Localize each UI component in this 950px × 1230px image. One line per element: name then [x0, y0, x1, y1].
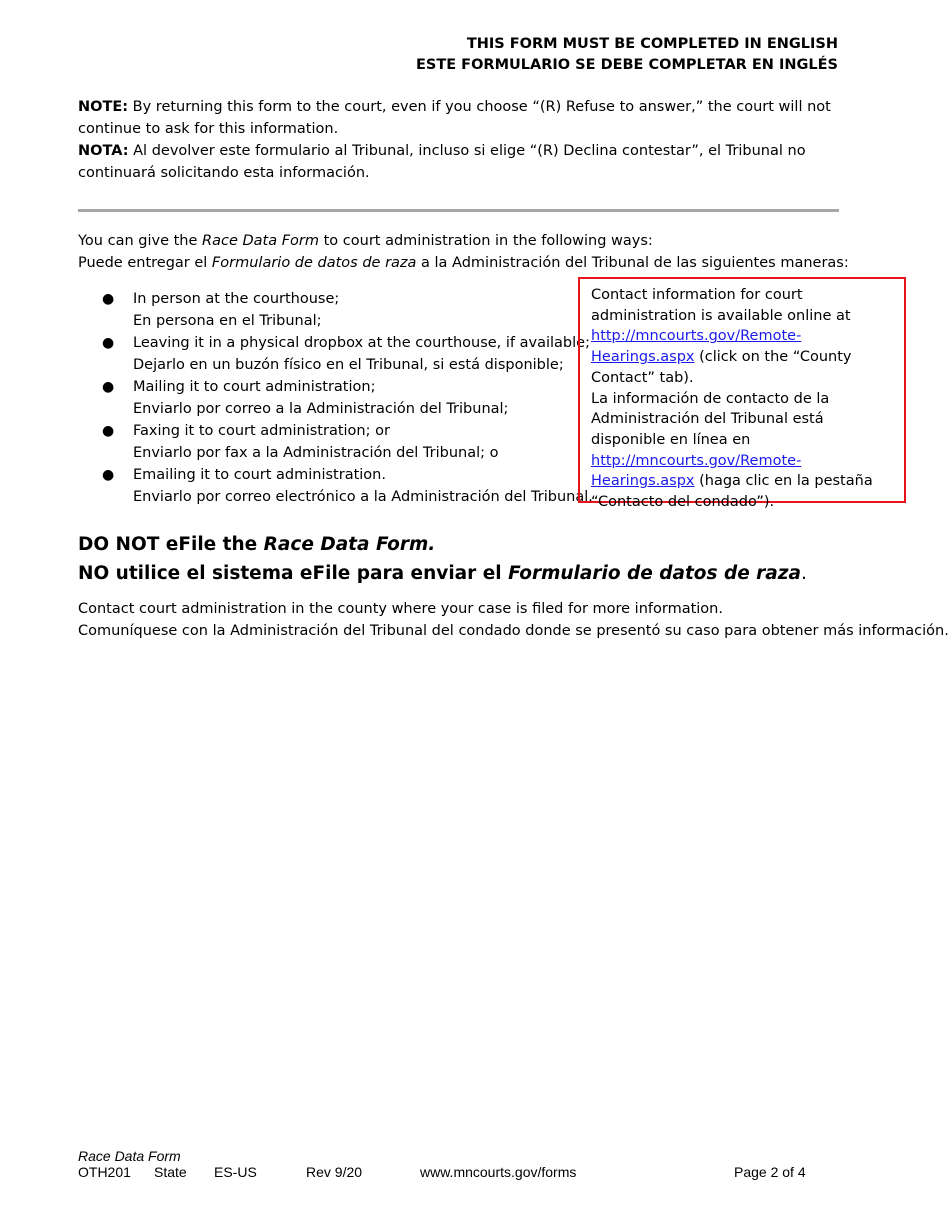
- section-divider: [78, 209, 839, 212]
- header-english: THIS FORM MUST BE COMPLETED IN ENGLISH: [466, 36, 838, 52]
- list-item-english: Emailing it to court administration.: [133, 467, 386, 483]
- intro-form-name: Formulario de datos de raza: [211, 255, 417, 271]
- note-english: [78, 96, 838, 140]
- header-spanish: ESTE FORMULARIO SE DEBE COMPLETAR EN INGLÉS: [415, 57, 838, 73]
- list-item: [78, 376, 578, 420]
- form-language-header: [78, 34, 838, 76]
- efile-form-name: Race Data Form.: [263, 534, 436, 555]
- list-item: [78, 332, 590, 376]
- nota-text: Al devolver este formulario al Tribunal, incluso si elige “(R) Declina contestar”, el Tribunal no continuará solicitando esta información.: [78, 143, 806, 181]
- notes-section: [78, 96, 838, 184]
- page-footer: [78, 1148, 838, 1180]
- contact-info-box: [578, 277, 906, 511]
- footer-revision: Rev 9/20: [306, 1164, 363, 1180]
- list-item-english: Mailing it to court administration;: [133, 379, 376, 395]
- delivery-methods-list: [78, 288, 593, 508]
- intro-text: to court administration in the following ways:: [319, 233, 653, 249]
- more-info-english: Contact court administration in the county where your case is filed for more information.: [78, 601, 723, 617]
- remote-hearings-link-spanish[interactable]: http://mncourts.gov/Remote-Hearings.aspx: [591, 452, 802, 490]
- contact-text: Contact information for court administration is available online at: [591, 287, 851, 324]
- list-item-english: In person at the courthouse;: [133, 291, 340, 307]
- intro-text: Puede entregar el: [78, 255, 212, 271]
- bullet-icon: ●: [102, 291, 115, 307]
- efile-text: NO utilice el sistema eFile para enviar el: [78, 563, 509, 584]
- list-item-english: Leaving it in a physical dropbox at the courthouse, if available;: [133, 335, 590, 351]
- efile-warning-english: [78, 530, 928, 559]
- list-item: [78, 464, 593, 508]
- nota-spanish: [78, 140, 838, 184]
- note-label: NOTE:: [78, 99, 129, 115]
- footer-page-number: Page 2 of 4: [734, 1164, 806, 1180]
- list-item-spanish: Enviarlo por correo electrónico a la Administración del Tribunal.: [133, 489, 593, 505]
- intro-text: You can give the: [78, 233, 203, 249]
- contact-text: (click on the “County Contact” tab).: [591, 349, 852, 386]
- contact-text: La información de contacto de la Administración del Tribunal está disponible en línea en: [591, 390, 830, 448]
- nota-label: NOTA:: [78, 143, 129, 159]
- intro-text: a la Administración del Tribunal de las siguientes maneras:: [416, 255, 849, 271]
- efile-text: .: [801, 563, 807, 584]
- remote-hearings-link[interactable]: http://mncourts.gov/Remote-Hearings.aspx: [591, 328, 802, 366]
- efile-warning: [78, 530, 928, 588]
- footer-form-number: OTH201: [78, 1164, 131, 1180]
- footer-state: State: [154, 1164, 187, 1180]
- efile-warning-spanish: [78, 559, 928, 588]
- list-item-spanish: En persona en el Tribunal;: [133, 313, 322, 329]
- contact-text: (haga clic en la pestaña “Contacto del condado”).: [591, 473, 873, 511]
- bullet-icon: ●: [102, 467, 115, 483]
- efile-text: DO NOT eFile the: [78, 534, 264, 555]
- efile-form-name: Formulario de datos de raza: [508, 563, 802, 584]
- footer-website: www.mncourts.gov/forms: [420, 1164, 577, 1180]
- bullet-icon: ●: [102, 335, 115, 351]
- intro-spanish: [78, 252, 918, 274]
- list-item: [78, 288, 578, 332]
- contact-spanish: [591, 389, 893, 513]
- intro-form-name: Race Data Form: [202, 233, 320, 249]
- list-item: [78, 420, 578, 464]
- list-item-english: Faxing it to court administration; or: [133, 423, 390, 439]
- footer-language: ES-US: [214, 1164, 257, 1180]
- more-info-section: [78, 598, 949, 642]
- bullet-icon: ●: [102, 379, 115, 395]
- list-item-spanish: Enviarlo por correo a la Administración del Tribunal;: [133, 401, 509, 417]
- footer-form-title: Race Data Form: [78, 1148, 181, 1164]
- note-text: By returning this form to the court, even if you choose “(R) Refuse to answer,” the court will not continue to ask for this information.: [78, 99, 831, 137]
- intro-english: [78, 230, 918, 252]
- more-info-spanish: Comuníquese con la Administración del Tribunal del condado donde se presentó su caso para obtener más información.: [78, 623, 949, 639]
- intro-section: [78, 230, 918, 274]
- list-item-spanish: Dejarlo en un buzón físico en el Tribunal, si está disponible;: [133, 357, 564, 373]
- footer-row: [78, 1164, 838, 1180]
- list-item-spanish: Enviarlo por fax a la Administración del Tribunal; o: [133, 445, 499, 461]
- bullet-icon: ●: [102, 423, 115, 439]
- contact-english: [591, 285, 893, 389]
